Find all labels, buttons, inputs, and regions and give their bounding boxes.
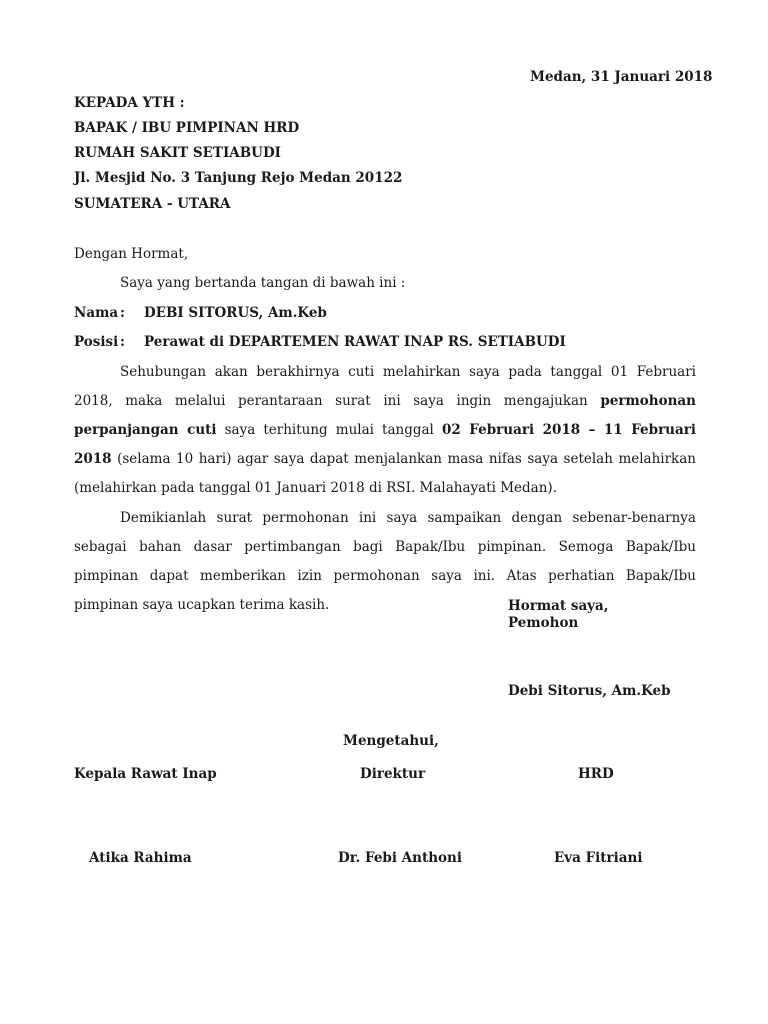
recipient-line: Jl. Mesjid No. 3 Tanjung Rejo Medan 20122 bbox=[74, 170, 403, 186]
recipient-line: RUMAH SAKIT SETIABUDI bbox=[74, 145, 281, 161]
name-value: DEBI SITORUS, Am.Keb bbox=[144, 305, 327, 321]
body-paragraph-1 bbox=[74, 358, 696, 503]
acknowledged-heading: Mengetahui, bbox=[343, 733, 439, 749]
greeting: Dengan Hormat, bbox=[74, 246, 189, 262]
intro-text: Saya yang bertanda tangan di bawah ini : bbox=[120, 275, 406, 291]
body-emphasis: permohonan perpanjangan cuti bbox=[74, 393, 696, 438]
recipient-line: KEPADA YTH : bbox=[74, 95, 185, 111]
approver-name: Eva Fitriani bbox=[554, 850, 643, 866]
position-label: Posisi bbox=[74, 334, 119, 350]
position-colon: : bbox=[120, 334, 125, 350]
approver-name: Atika Rahima bbox=[89, 850, 192, 866]
body-text: Sehubungan akan berakhirnya cuti melahirkan saya pada tanggal 01 Februari 2018, maka melalui perantaraan surat ini saya ingin mengajukan bbox=[74, 364, 696, 409]
body-text: saya terhitung mulai tanggal bbox=[216, 422, 442, 438]
applicant-signature-name: Debi Sitorus, Am.Keb bbox=[508, 683, 671, 699]
name-label: Nama bbox=[74, 305, 119, 321]
approver-title: Kepala Rawat Inap bbox=[74, 766, 217, 782]
body-paragraph-2: Demikianlah surat permohonan ini saya sampaikan dengan sebenar-benarnya sebagai bahan dasar pertimbangan bagi Bapak/Ibu pimpinan. Semoga Bapak/Ibu pimpinan dapat memberikan izin permohonan saya ini. Atas perhatian Bapak/Ibu pimpinan saya ucapkan terima kasih. bbox=[74, 510, 696, 613]
approver-name: Dr. Febi Anthoni bbox=[338, 850, 462, 866]
recipient-line: BAPAK / IBU PIMPINAN HRD bbox=[74, 120, 300, 136]
letter-date: Medan, 31 Januari 2018 bbox=[530, 69, 713, 85]
approver-title: Direktur bbox=[360, 766, 426, 782]
approver-title: HRD bbox=[578, 766, 614, 782]
body-text: (selama 10 hari) agar saya dapat menjalankan masa nifas saya setelah melahirkan (melahirkan pada tanggal 01 Januari 2018 di RSI. Malahayati Medan). bbox=[74, 451, 696, 496]
body-emphasis-dates: 02 Februari 2018 – 11 Februari 2018 bbox=[74, 422, 696, 467]
position-value: Perawat di DEPARTEMEN RAWAT INAP RS. SETIABUDI bbox=[144, 334, 566, 350]
recipient-line: SUMATERA - UTARA bbox=[74, 196, 231, 212]
closing-salutation: Hormat saya, bbox=[508, 598, 609, 614]
name-colon: : bbox=[120, 305, 125, 321]
closing-role: Pemohon bbox=[508, 615, 579, 631]
